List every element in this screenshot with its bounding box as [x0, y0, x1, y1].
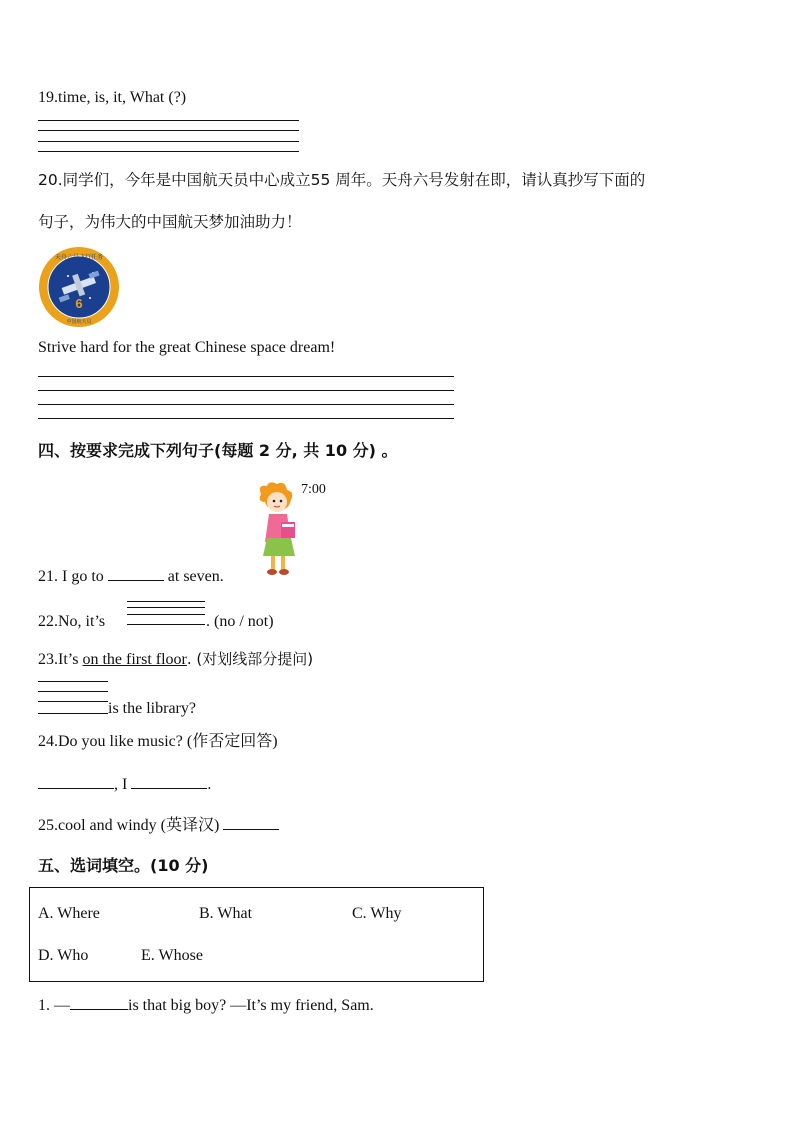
answer-line: [38, 691, 108, 692]
answer-line: [38, 151, 299, 152]
badge-bottom-text: 中国航天员: [66, 319, 92, 325]
blank-field[interactable]: [131, 774, 207, 789]
question-23-answer-suffix: is the library?: [108, 700, 196, 717]
answer-line: [38, 390, 454, 391]
question-21: 21. I go to at seven.: [38, 568, 224, 585]
answer-line[interactable]: [127, 624, 205, 625]
blank-field[interactable]: [38, 774, 114, 789]
copy-sentence: Strive hard for the great Chinese space dream!: [38, 339, 336, 356]
answer-line: [38, 404, 454, 405]
answer-line[interactable]: [38, 713, 108, 714]
badge-top-text: 天舟六号飞行任务: [54, 254, 104, 261]
option-e: E. Whose: [141, 947, 203, 964]
badge-number: 6: [75, 296, 83, 311]
answer-line: [38, 376, 454, 377]
question-22-prefix: 22.No, it’s: [38, 613, 106, 630]
question-20-line1: 20.同学们，今年是中国航天员中心成立55 周年。天舟六号发射在即，请认真抄写下面的: [38, 171, 646, 189]
answer-line: [38, 120, 299, 121]
blank-field[interactable]: [223, 815, 279, 830]
word-bank-box: [29, 887, 484, 982]
answer-line: [38, 418, 454, 419]
girl-with-books-illustration: [255, 480, 307, 580]
section-5-question-1: 1. — is that big boy? —It’s my friend, Sam.: [38, 997, 374, 1014]
question-19: 19.time, is, it, What (?): [38, 89, 187, 106]
blank-field[interactable]: [70, 995, 128, 1010]
answer-line: [38, 130, 299, 131]
time-label: 7:00: [301, 482, 326, 497]
answer-line: [38, 701, 108, 702]
section-4-heading: 四、按要求完成下列句子(每题 2 分, 共 10 分) 。: [38, 441, 398, 460]
underlined-phrase: on the first floor: [82, 651, 187, 668]
option-a: A. Where: [38, 905, 100, 922]
option-b: B. What: [199, 905, 253, 922]
question-20-line2: 句子，为伟大的中国航天梦加油助力！: [38, 213, 302, 231]
option-c: C. Why: [352, 905, 402, 922]
question-24: 24.Do you like music? (作否定回答): [38, 733, 278, 750]
mission-badge-icon: [38, 246, 120, 328]
question-25: 25.cool and windy (英译汉): [38, 815, 279, 836]
answer-line: [127, 601, 205, 602]
option-d: D. Who: [38, 947, 89, 964]
question-24-answer: , I .: [38, 774, 211, 795]
question-22-suffix: . (no / not): [206, 613, 274, 630]
blank-field[interactable]: [108, 566, 164, 581]
question-23: 23.It’s on the first floor. (对划线部分提问): [38, 650, 314, 668]
answer-line: [127, 614, 205, 615]
answer-line: [127, 607, 205, 608]
answer-line: [38, 141, 299, 142]
answer-line: [38, 681, 108, 682]
section-5-heading: 五、选词填空。(10 分): [38, 856, 209, 875]
